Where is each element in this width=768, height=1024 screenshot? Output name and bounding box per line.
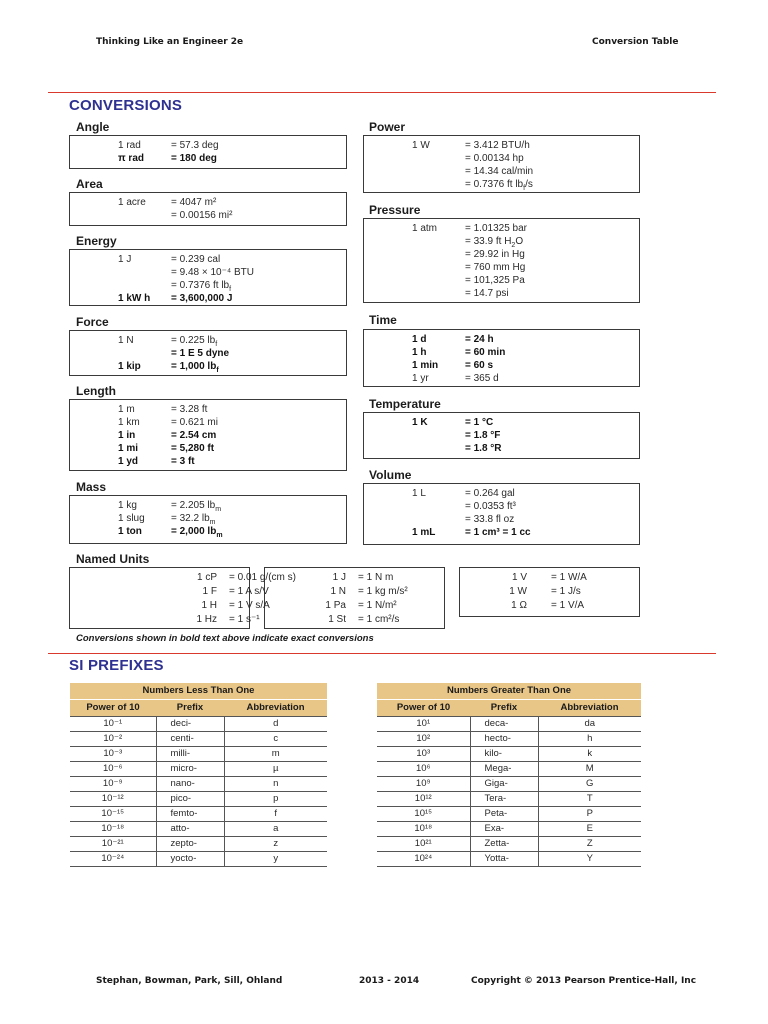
conversion-value: = 365 d [465, 373, 499, 384]
abbreviation-cell: k [538, 747, 641, 762]
conversion-value: = 14.7 psi [465, 288, 509, 299]
table-row [377, 762, 641, 777]
mass-title: Mass [76, 480, 107, 494]
time-title: Time [369, 313, 397, 327]
conversion-value: = 2.205 $lb_m$ [171, 500, 222, 513]
conversion-unit: 1 d [412, 334, 427, 345]
power-of-ten-cell: 10⁻²⁴ [70, 852, 156, 867]
named-units-title: Named Units [76, 552, 150, 566]
power-of-ten-cell: 10²¹ [377, 837, 470, 852]
table-row [70, 822, 327, 837]
named-unit: 1 J [332, 572, 346, 583]
power-of-ten-cell: 10⁻¹² [70, 792, 156, 807]
named-unit: 1 W [509, 586, 527, 597]
conversions-title: CONVERSIONS [69, 97, 183, 114]
prefix-table-less [70, 683, 327, 867]
conversion-value: = 9.48 × 10⁻⁴ BTU [171, 267, 254, 278]
named-unit-value: = 0.01 g/(cm s) [229, 572, 296, 583]
temperature-title: Temperature [369, 397, 441, 411]
power-of-ten-cell: 10⁹ [377, 777, 470, 792]
conversion-unit: 1 kip [118, 361, 141, 372]
abbreviation-cell: M [538, 762, 641, 777]
conversion-value: = 0.0353 ft³ [465, 501, 516, 512]
prefix-cell: micro- [156, 762, 224, 777]
angle-title: Angle [76, 120, 110, 134]
prefix-cell: milli- [156, 747, 224, 762]
header-book-title: Thinking Like an Engineer 2e [96, 37, 244, 47]
named-unit-value: = 1 cm²/s [358, 614, 400, 625]
prefix-cell: Zetta- [470, 837, 538, 852]
area-title: Area [76, 177, 103, 191]
named-unit-value: = 1 A s/V [229, 586, 269, 597]
named-unit-value: = 1 N/m² [358, 600, 397, 611]
conversion-value: = 60 min [465, 347, 506, 358]
conversion-value: = 3.412 BTU/h [465, 140, 530, 151]
conversion-value: = 1,000 $lb_f$ [171, 361, 219, 374]
power-of-ten-cell: 10⁻⁶ [70, 762, 156, 777]
abbreviation-cell: c [224, 732, 327, 747]
prefix-cell: zepto- [156, 837, 224, 852]
power-of-ten-cell: 10⁻¹⁸ [70, 822, 156, 837]
power-of-ten-cell: 10⁻² [70, 732, 156, 747]
table-row [70, 762, 327, 777]
conversion-value: = 1 cm³ = 1 cc [465, 527, 531, 538]
prefix-cell: nano- [156, 777, 224, 792]
named-unit: 1 N [330, 586, 346, 597]
table-row [377, 777, 641, 792]
conversion-value: = 0.00156 mi² [171, 210, 233, 221]
abbreviation-cell: E [538, 822, 641, 837]
conversion-unit: 1 h [412, 347, 427, 358]
exact-conversion-note: Conversions shown in bold text above indicate exact conversions [76, 633, 374, 644]
conversion-value: = 2.54 cm [171, 430, 217, 441]
power-title: Power [369, 120, 406, 134]
named-unit-value: = 1 V s/A [229, 600, 270, 611]
conversion-value: = 0.00134 hp [465, 153, 524, 164]
named-unit: 1 H [201, 600, 217, 611]
pressure-title: Pressure [369, 203, 421, 217]
abbreviation-cell: Z [538, 837, 641, 852]
column-header: Abbreviation [224, 700, 327, 717]
table-row [70, 807, 327, 822]
table-row [70, 747, 327, 762]
conversion-value: = 3 ft [171, 456, 195, 467]
abbreviation-cell: h [538, 732, 641, 747]
conversion-unit: 1 yr [412, 373, 429, 384]
footer-copyright: Copyright © 2013 Pearson Prentice-Hall, Inc [471, 976, 697, 986]
abbreviation-cell: f [224, 807, 327, 822]
prefix-cell: Giga- [470, 777, 538, 792]
conversion-value: = 1.8 °R [465, 443, 502, 454]
conversion-unit: 1 yd [118, 456, 139, 467]
power-of-ten-cell: 10⁻¹ [70, 717, 156, 732]
conversion-value: = 60 s [465, 360, 494, 371]
prefix-cell: Peta- [470, 807, 538, 822]
table-row [377, 792, 641, 807]
conversion-unit: π rad [118, 153, 144, 164]
prefix-cell: kilo- [470, 747, 538, 762]
prefix-cell: deci- [156, 717, 224, 732]
conversion-value: = 0.264 gal [465, 488, 515, 499]
abbreviation-cell: p [224, 792, 327, 807]
conversion-unit: 1 ton [118, 526, 142, 537]
conversion-unit: 1 J [118, 254, 132, 265]
header-page-title: Conversion Table [592, 37, 679, 47]
length-title: Length [76, 384, 116, 398]
prefix-cell: deca- [470, 717, 538, 732]
conversion-value: = 57.3 deg [171, 140, 219, 151]
conversion-unit: 1 kW h [118, 293, 151, 304]
conversion-unit: 1 N [118, 335, 134, 346]
conversion-value: = 0.7376 ft $lb_f/s$ [465, 179, 533, 192]
conversion-unit: 1 min [412, 360, 439, 371]
force-title: Force [76, 315, 109, 329]
column-header: Power of 10 [70, 700, 156, 717]
column-header: Abbreviation [538, 700, 641, 717]
conversion-value: = 4047 m² [171, 197, 217, 208]
power-of-ten-cell: 10²⁴ [377, 852, 470, 867]
named-unit-value: = 1 N m [358, 572, 394, 583]
conversion-value: = 5,280 ft [171, 443, 215, 454]
named-unit-value: = 1 V/A [551, 600, 585, 611]
abbreviation-cell: P [538, 807, 641, 822]
conversion-value: = 24 h [465, 334, 494, 345]
table-row [70, 732, 327, 747]
table-row [70, 777, 327, 792]
column-header: Prefix [156, 700, 224, 717]
power-of-ten-cell: 10² [377, 732, 470, 747]
abbreviation-cell: z [224, 837, 327, 852]
conversion-unit: 1 L [412, 488, 426, 499]
table-row [70, 852, 327, 867]
footer-years: 2013 - 2014 [359, 976, 420, 986]
prefix-cell: pico- [156, 792, 224, 807]
prefix-table-greater [377, 683, 641, 867]
conversion-unit: 1 K [412, 417, 428, 428]
footer-authors: Stephan, Bowman, Park, Sill, Ohland [96, 976, 283, 986]
power-of-ten-cell: 10³ [377, 747, 470, 762]
named-unit: 1 Ω [511, 600, 527, 611]
conversion-unit: 1 acre [118, 197, 146, 208]
conversion-unit: 1 mi [118, 443, 139, 454]
power-of-ten-cell: 10¹ [377, 717, 470, 732]
abbreviation-cell: n [224, 777, 327, 792]
named-unit: 1 Hz [196, 614, 217, 625]
conversion-unit: 1 in [118, 430, 136, 441]
named-unit-value: = 1 W/A [551, 572, 587, 583]
abbreviation-cell: m [224, 747, 327, 762]
prefix-cell: Yotta- [470, 852, 538, 867]
prefix-cell: Tera- [470, 792, 538, 807]
conversion-value: = 101,325 Pa [465, 275, 525, 286]
table-row [377, 837, 641, 852]
abbreviation-cell: G [538, 777, 641, 792]
named-unit-value: = 1 J/s [551, 586, 581, 597]
prefix-cell: femto- [156, 807, 224, 822]
abbreviation-cell: d [224, 717, 327, 732]
power-of-ten-cell: 10⁻²¹ [70, 837, 156, 852]
conversion-value: = 0.225 $lb_f$ [171, 335, 218, 348]
abbreviation-cell: da [538, 717, 641, 732]
conversion-unit: 1 W [412, 140, 430, 151]
abbreviation-cell: y [224, 852, 327, 867]
named-unit-value: = 1 s⁻¹ [229, 614, 260, 625]
prefix-table-greater-title: Numbers Greater Than One [377, 683, 641, 700]
abbreviation-cell: Y [538, 852, 641, 867]
named-unit: 1 cP [196, 572, 217, 583]
table-row [377, 807, 641, 822]
named-unit: 1 St [328, 614, 346, 625]
named-unit-value: = 1 kg m/s² [358, 586, 408, 597]
table-row [70, 717, 327, 732]
conversion-unit: 1 km [118, 417, 140, 428]
prefix-cell: atto- [156, 822, 224, 837]
table-row [377, 732, 641, 747]
prefix-cell: Exa- [470, 822, 538, 837]
table-row [377, 717, 641, 732]
abbreviation-cell: a [224, 822, 327, 837]
power-of-ten-cell: 10⁶ [377, 762, 470, 777]
conversion-value: = 0.7376 ft $lb_f$ [171, 280, 232, 293]
prefix-table-less-title: Numbers Less Than One [70, 683, 327, 700]
conversion-value: = 33.9 ft $H_2O$ [465, 236, 524, 249]
conversion-unit: 1 kg [118, 500, 137, 511]
table-row [377, 852, 641, 867]
conversion-value: = 1.8 °F [465, 430, 501, 441]
si-prefixes-title: SI PREFIXES [69, 657, 164, 674]
named-unit: 1 V [511, 572, 527, 583]
conversion-unit: 1 m [118, 404, 135, 415]
power-of-ten-cell: 10¹⁵ [377, 807, 470, 822]
conversion-value: = 1.01325 bar [465, 223, 527, 234]
named-unit: 1 F [202, 586, 217, 597]
conversion-value: = 3.28 ft [171, 404, 208, 415]
conversion-value: = 180 deg [171, 153, 217, 164]
conversion-unit: 1 mL [412, 527, 436, 538]
column-header: Prefix [470, 700, 538, 717]
conversion-unit: 1 atm [412, 223, 438, 234]
power-of-ten-cell: 10¹⁸ [377, 822, 470, 837]
table-row [377, 747, 641, 762]
prefix-cell: hecto- [470, 732, 538, 747]
abbreviation-cell: µ [224, 762, 327, 777]
abbreviation-cell: T [538, 792, 641, 807]
prefix-cell: yocto- [156, 852, 224, 867]
table-row [70, 792, 327, 807]
conversion-value: = 0.621 mi [171, 417, 218, 428]
conversion-value: = 32.2 $lb_m$ [171, 513, 216, 526]
power-of-ten-cell: 10⁻¹⁵ [70, 807, 156, 822]
table-row [70, 837, 327, 852]
conversion-value: = 14.34 cal/min [465, 166, 534, 177]
conversion-value: = 1 E 5 dyne [171, 348, 230, 359]
conversion-unit: 1 slug [118, 513, 145, 524]
conversion-unit: 1 rad [118, 140, 141, 151]
conversion-value: = 3,600,000 J [171, 293, 233, 304]
power-of-ten-cell: 10⁻⁹ [70, 777, 156, 792]
conversion-value: = 33.8 fl oz [465, 514, 515, 525]
table-row [377, 822, 641, 837]
prefix-cell: centi- [156, 732, 224, 747]
energy-title: Energy [76, 234, 117, 248]
section-divider [48, 653, 716, 654]
power-of-ten-cell: 10⁻³ [70, 747, 156, 762]
prefix-cell: Mega- [470, 762, 538, 777]
conversion-value: = 2,000 $lb_m$ [171, 526, 223, 539]
conversion-value: = 1 °C [465, 417, 494, 428]
section-divider [48, 92, 716, 93]
power-of-ten-cell: 10¹² [377, 792, 470, 807]
conversion-value: = 29.92 in Hg [465, 249, 525, 260]
volume-title: Volume [369, 468, 412, 482]
column-header: Power of 10 [377, 700, 470, 717]
named-unit: 1 Pa [325, 600, 346, 611]
conversion-value: = 760 mm Hg [465, 262, 526, 273]
conversion-value: = 0.239 cal [171, 254, 221, 265]
